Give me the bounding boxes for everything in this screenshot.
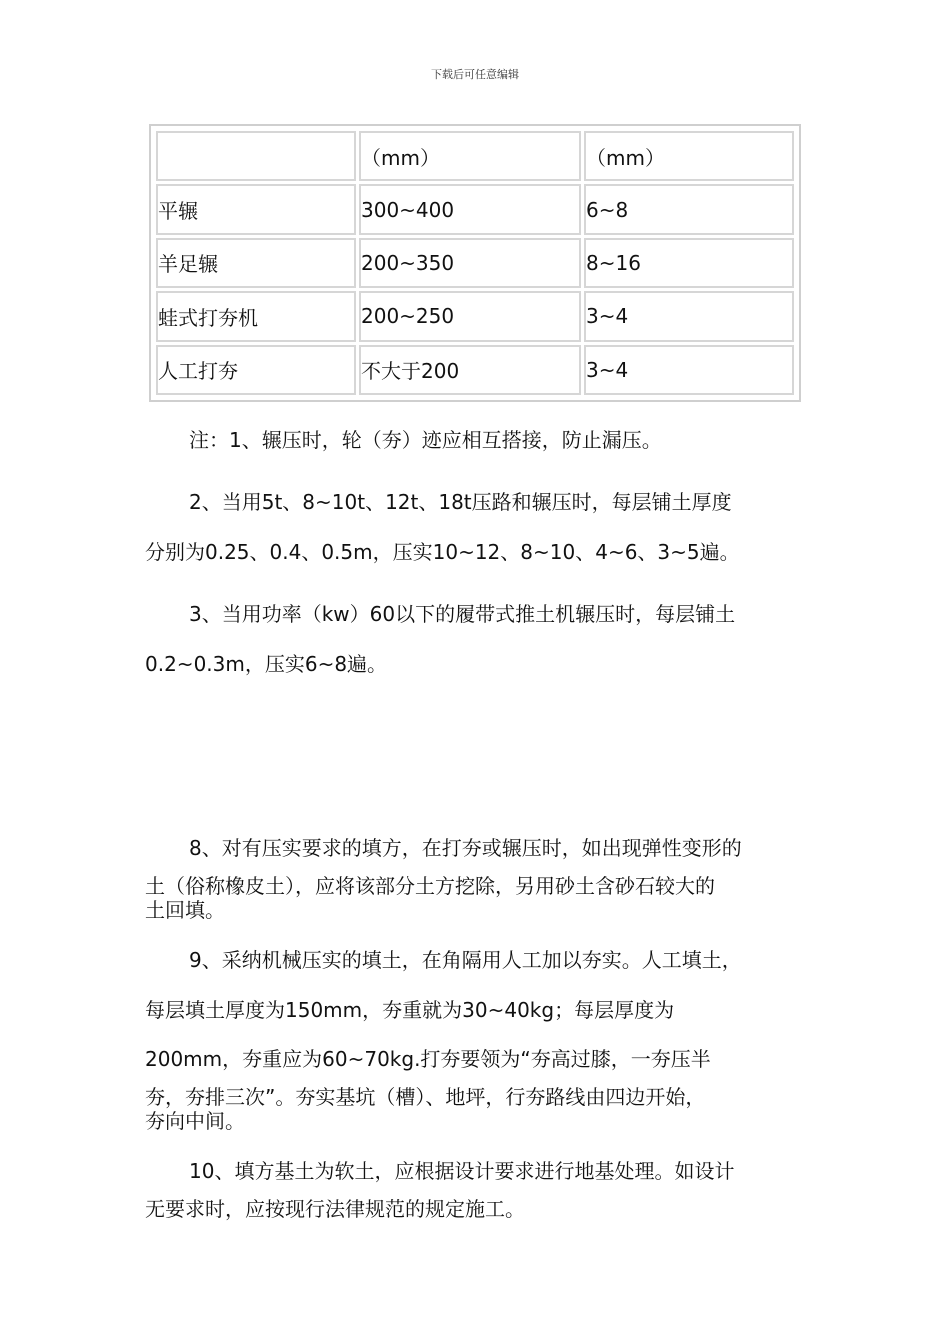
table-cell: （mm） <box>584 131 794 181</box>
table-cell: 羊足辗 <box>156 238 356 288</box>
table-cell: 200~350 <box>359 238 581 288</box>
table-row <box>156 131 794 181</box>
table-cell: 人工打夯 <box>156 345 356 395</box>
table-cell: 不大于200 <box>359 345 581 395</box>
table-cell: 平辗 <box>156 184 356 234</box>
item-8-line-2: 土（俗称橡皮土），应将该部分土方挖除，另用砂土含砂石较大的 <box>145 874 715 898</box>
table-cell: 200~250 <box>359 291 581 341</box>
table-row <box>156 184 794 234</box>
item-10-line-1: 10、填方基土为软土，应根据设计要求进行地基处理。如设计 <box>189 1159 735 1183</box>
table-row <box>156 238 794 288</box>
compaction-table <box>149 124 801 402</box>
item-8-line-1: 8、对有压实要求的填方，在打夯或辗压时，如出现弹性变形的 <box>189 836 742 860</box>
table-row <box>156 291 794 341</box>
item-9-line-2: 每层填土厚度为150mm，夯重就为30~40kg；每层厚度为 <box>145 998 675 1022</box>
table-cell: 8~16 <box>584 238 794 288</box>
table-cell <box>156 131 356 181</box>
item-9-line-3: 200mm，夯重应为60~70kg.打夯要领为“夯高过膝，一夯压半 <box>145 1047 711 1071</box>
table-cell: （mm） <box>359 131 581 181</box>
note-2-line-2: 分别为0.25、0.4、0.5m，压实10~12、8~10、4~6、3~5遍。 <box>145 540 740 564</box>
table-cell: 蛙式打夯机 <box>156 291 356 341</box>
table-row <box>156 345 794 395</box>
table-cell: 3~4 <box>584 291 794 341</box>
item-9-line-1: 9、采纳机械压实的填土，在角隔用人工加以夯实。人工填土， <box>189 948 742 972</box>
compaction-table-grid <box>153 128 797 398</box>
note-2-line-1: 2、当用5t、8~10t、12t、18t压路和辗压时，每层铺土厚度 <box>189 490 732 514</box>
item-10-line-2: 无要求时，应按现行法律规范的规定施工。 <box>145 1197 525 1221</box>
table-cell: 300~400 <box>359 184 581 234</box>
item-9-line-5: 夯向中间。 <box>145 1109 245 1133</box>
note-1: 注：1、辗压时，轮（夯）迹应相互搭接，防止漏压。 <box>189 428 662 452</box>
table-cell: 6~8 <box>584 184 794 234</box>
note-3-line-2: 0.2~0.3m，压实6~8遍。 <box>145 652 388 676</box>
page-header: 下载后可任意编辑 <box>431 68 519 81</box>
item-8-line-3: 土回填。 <box>145 898 225 922</box>
table-cell: 3~4 <box>584 345 794 395</box>
item-9-line-4: 夯，夯排三次”。夯实基坑（槽）、地坪，行夯路线由四边开始， <box>145 1085 706 1109</box>
note-3-line-1: 3、当用功率（kw）60以下的履带式推土机辗压时，每层铺土 <box>189 602 736 626</box>
